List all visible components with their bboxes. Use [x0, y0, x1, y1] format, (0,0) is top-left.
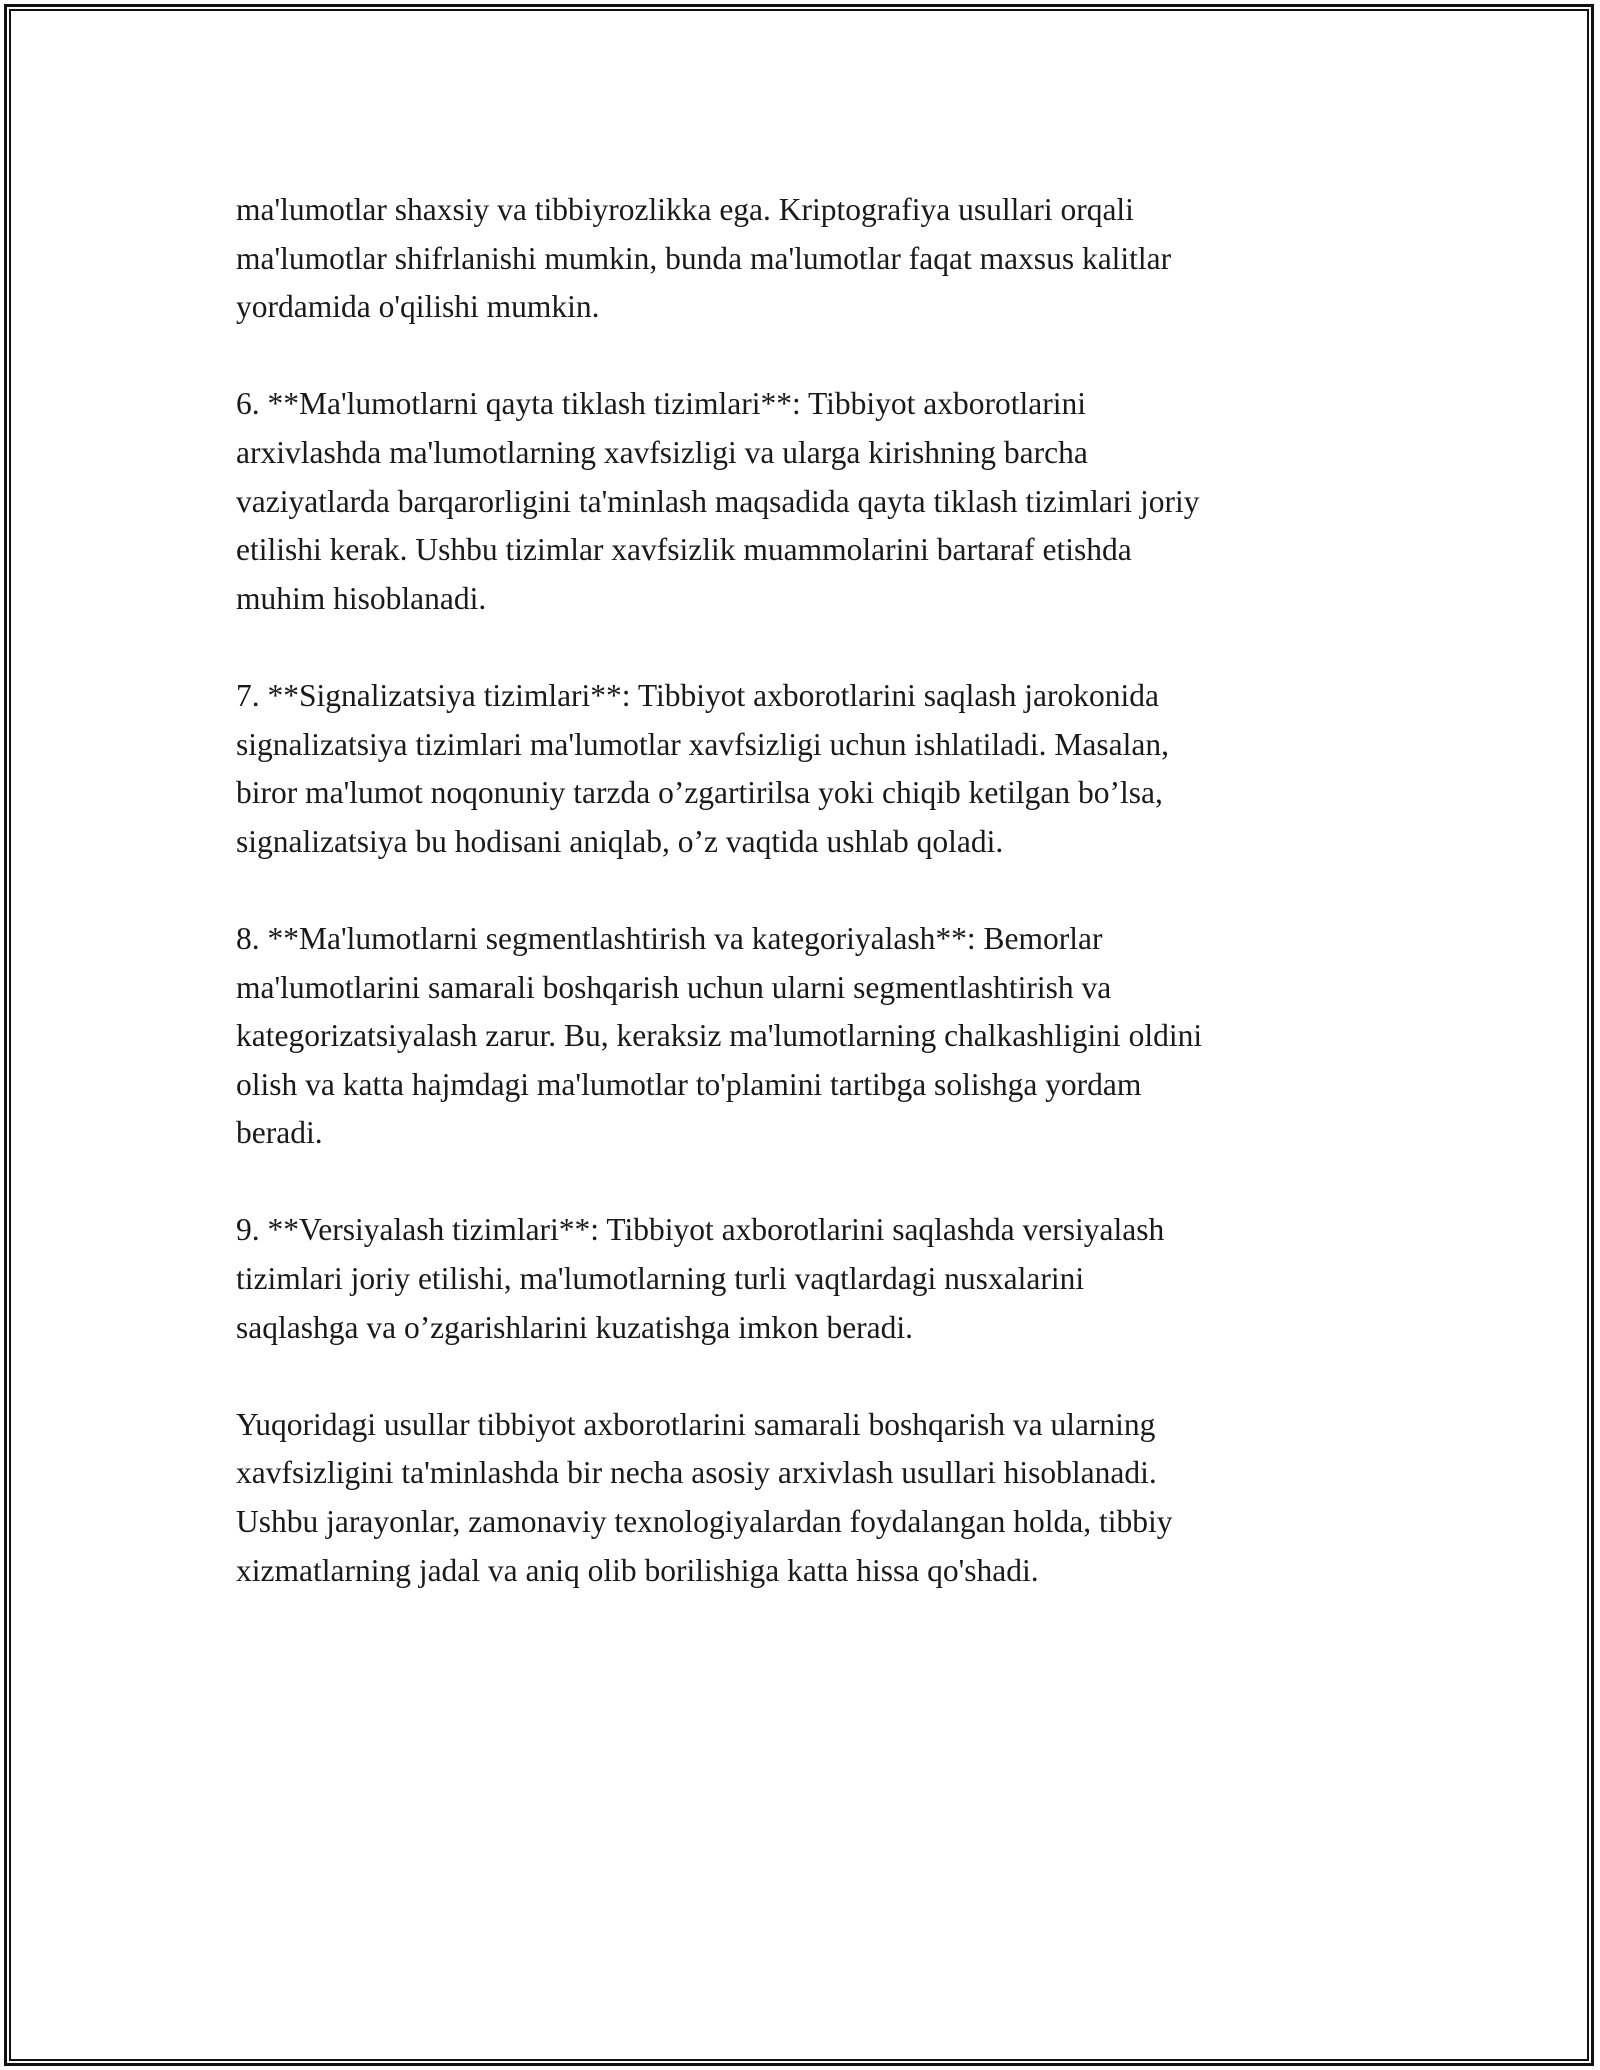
paragraph-signaling-systems: 7. **Signalizatsiya tizimlari**: Tibbiyot axborotlarini saqlash jarokonida signalizatsiya tizimlari ma'lumotlar xavfsizligi uchun ishlatiladi. Masalan, biror ma'lumot noqonuniy tarzda o’zgartirilsa yoki chiqib ketilgan bo’lsa, signalizatsiya bu hodisani aniqlab, o’z vaqtida ushlab qoladi.	[236, 677, 1169, 859]
paragraph-recovery-systems: 6. **Ma'lumotlarni qayta tiklash tizimlari**: Tibbiyot axborotlarini arxivlashda ma'lumotlarning xavfsizligi va ularga kirishning barcha vaziyatlarda barqarorligini ta'minlash maqsadida qayta tiklash tizimlari joriy etilishi kerak. Ushbu tizimlar xavfsizlik muammolarini bartaraf etishda muhim hisoblanadi.	[236, 386, 1200, 616]
paragraph-segmentation: 8. **Ma'lumotlarni segmentlashtirish va kategoriyalash**: Bemorlar ma'lumotlarini samarali boshqarish uchun ularni segmentlashtirish va kategorizatsiyalash zarur. Bu, keraksiz ma'lumotlarning chalkashligini oldini olish va katta hajmdagi ma'lumotlar to'plamini tartibga solishga yordam beradi.	[236, 920, 1203, 1151]
paragraph-conclusion: Yuqoridagi usullar tibbiyot axborotlarini samarali boshqarish va ularning xavfsizligini ta'minlashda bir necha asosiy arxivlash usullari hisoblanadi. Ushbu jarayonlar, zamonaviy texnologiyalardan foydalangan holda, tibbiy xizmatlarning jadal va aniq olib borilishiga katta hissa qo'shadi.	[236, 1406, 1173, 1588]
paragraph-versioning-systems: 9. **Versiyalash tizimlari**: Tibbiyot axborotlarini saqlashda versiyalash tizimlari joriy etilishi, ma'lumotlarning turli vaqtlardagi nusxalarini saqlashga va o’zgarishlarini kuzatishga imkon beradi.	[236, 1212, 1165, 1345]
document-body	[236, 186, 1396, 1644]
paragraph-encryption-continuation: ma'lumotlar shaxsiy va tibbiyrozlikka ega. Kriptografiya usullari orqali ma'lumotlar shifrlanishi mumkin, bunda ma'lumotlar faqat maxsus kalitlar yordamida o'qilishi mumkin.	[236, 192, 1172, 325]
